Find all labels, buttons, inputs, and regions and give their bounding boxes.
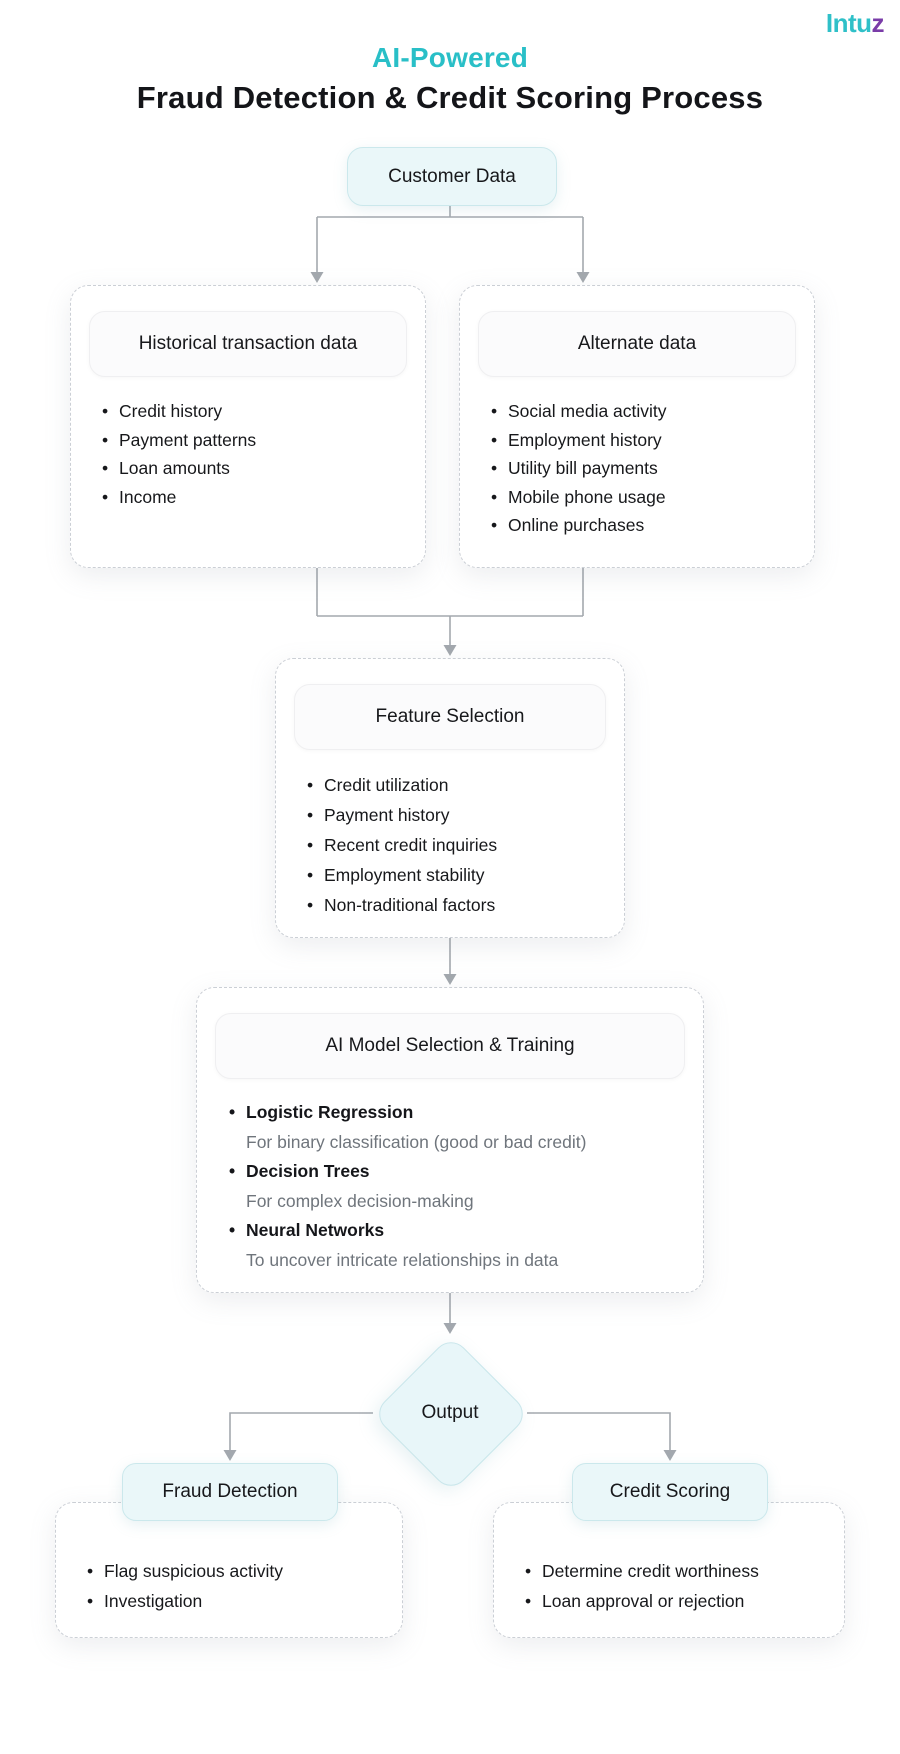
card-alternate-data (459, 285, 815, 568)
feature-items-list (276, 770, 624, 920)
arrowhead-icon (444, 974, 457, 985)
fraud-items-list (56, 1556, 402, 1616)
page-title: Fraud Detection & Credit Scoring Process (136, 80, 764, 115)
list-item: • Online purchases (508, 511, 804, 540)
arrowhead-icon (224, 1450, 237, 1461)
node-credit-scoring (572, 1463, 768, 1521)
list-item: • Determine credit worthiness (542, 1556, 834, 1586)
card-credit-scoring (493, 1502, 845, 1638)
list-item (246, 1216, 689, 1275)
list-item: • Non-traditional factors (324, 890, 614, 920)
list-item: • Employment history (508, 426, 804, 455)
list-item: • Flag suspicious activity (104, 1556, 392, 1586)
logo-text: Intu (825, 8, 872, 38)
model-name: • Neural Networks (246, 1216, 689, 1245)
list-item: • Income (119, 483, 415, 512)
model-name: • Decision Trees (246, 1157, 689, 1186)
list-item: • Employment stability (324, 860, 614, 890)
list-item: • Payment patterns (119, 426, 415, 455)
card-ai-model-selection (196, 987, 704, 1293)
card-historical-transaction-data (70, 285, 426, 568)
list-item: • Credit utilization (324, 770, 614, 800)
card-feature-selection (275, 658, 625, 938)
list-item: • Social media activity (508, 397, 804, 426)
list-item: • Payment history (324, 800, 614, 830)
connector-line (527, 1413, 670, 1450)
node-credit-scoring-label: Credit Scoring (609, 1481, 731, 1502)
credit-items-list (494, 1556, 844, 1616)
node-fraud-detection-label: Fraud Detection (162, 1481, 298, 1502)
list-item: • Recent credit inquiries (324, 830, 614, 860)
arrowhead-icon (311, 272, 324, 283)
list-item (246, 1098, 689, 1157)
model-description: To uncover intricate relationships in data (246, 1250, 559, 1270)
list-item: • Credit history (119, 397, 415, 426)
node-customer-data (347, 147, 557, 206)
arrowhead-icon (664, 1450, 677, 1461)
list-item: • Mobile phone usage (508, 483, 804, 512)
arrowhead-icon (444, 645, 457, 656)
logo-accent-letter: z (871, 8, 884, 38)
list-item: • Loan approval or rejection (542, 1586, 834, 1616)
historical-items-list (71, 397, 425, 511)
list-item: • Utility bill payments (508, 454, 804, 483)
arrowhead-icon (444, 1323, 457, 1334)
model-name: • Logistic Regression (246, 1098, 689, 1127)
card-fraud-detection (55, 1502, 403, 1638)
arrowhead-icon (577, 272, 590, 283)
card-alternate-header: Alternate data (478, 311, 796, 377)
node-output-label: Output (421, 1402, 479, 1423)
node-customer-data-label: Customer Data (388, 165, 516, 187)
page-subtitle: AI-Powered (371, 42, 529, 73)
ai-model-items-list (197, 1098, 703, 1275)
model-description: For binary classification (good or bad credit) (246, 1132, 587, 1152)
list-item: • Investigation (104, 1586, 392, 1616)
card-feature-header: Feature Selection (294, 684, 606, 750)
list-item: • Loan amounts (119, 454, 415, 483)
alternate-items-list (460, 397, 814, 540)
node-fraud-detection (122, 1463, 338, 1521)
card-ai-model-header: AI Model Selection & Training (215, 1013, 685, 1079)
card-historical-header: Historical transaction data (89, 311, 407, 377)
list-item (246, 1157, 689, 1216)
model-description: For complex decision-making (246, 1191, 474, 1211)
connector-line (230, 1413, 373, 1450)
